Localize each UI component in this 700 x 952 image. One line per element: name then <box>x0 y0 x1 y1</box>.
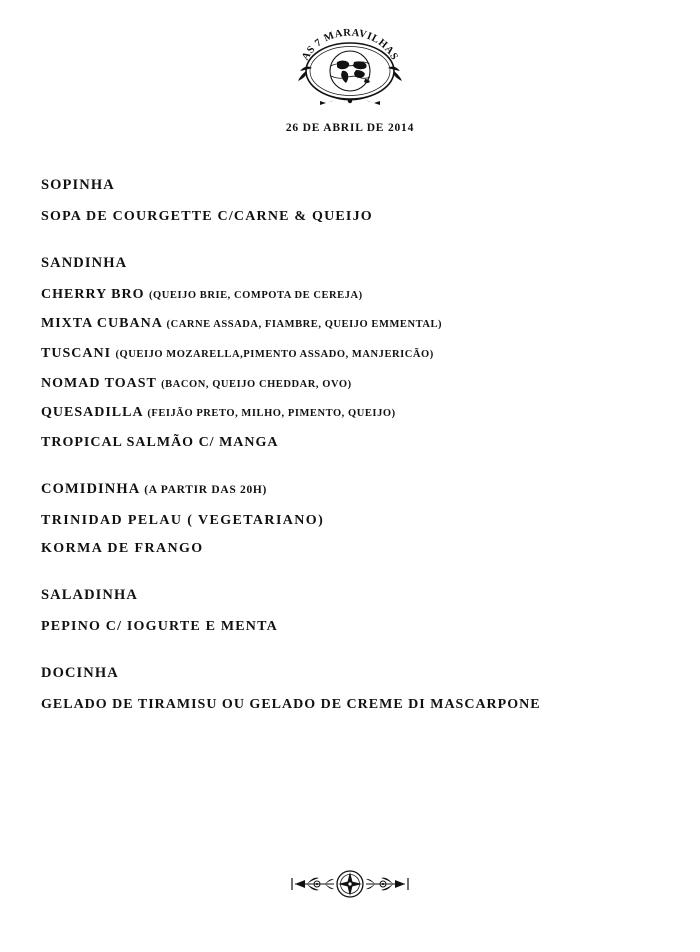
logo <box>0 8 700 118</box>
section-title-sandinha <box>41 256 660 272</box>
menu-section-comidinha <box>41 482 660 560</box>
section-items-saladinha <box>41 616 660 638</box>
menu-item <box>41 373 660 395</box>
menu-item-name: KORMA DE FRANGO <box>41 541 204 557</box>
section-title-note: (A PARTIR DAS 20H) <box>144 483 268 496</box>
menu-item <box>41 206 660 228</box>
menu-item <box>41 313 660 335</box>
menu-item-name: GELADO DE TIRAMISU OU GELADO DE CREME DI MASCARPONE <box>41 696 541 712</box>
menu-section-sopinha <box>41 178 660 228</box>
menu-section-saladinha <box>41 588 660 638</box>
menu-item-name: TROPICAL SALMÃO C/ MANGA <box>41 435 279 450</box>
menu-section-sandinha <box>41 256 660 454</box>
menu-item-desc: (QUEIJO BRIE, COMPOTA DE CEREJA) <box>149 289 363 301</box>
menu-item <box>41 284 660 306</box>
menu-item <box>41 432 660 454</box>
menu-item <box>41 694 660 716</box>
section-title-text: SANDINHA <box>41 254 128 271</box>
section-title-text: SALADINHA <box>41 587 138 603</box>
menu-item-name: QUESADILLA <box>41 405 143 421</box>
menu-item-name: SOPA DE COURGETTE C/CARNE & QUEIJO <box>41 208 373 224</box>
section-items-sandinha <box>41 284 660 454</box>
section-title-text: COMIDINHA <box>41 480 140 497</box>
menu-item <box>41 510 660 532</box>
menu-item <box>41 538 660 560</box>
section-items-sopinha <box>41 206 660 228</box>
menu-item-name: NOMAD TOAST <box>41 375 157 391</box>
logo-emblem <box>290 8 410 118</box>
section-title-docinha <box>41 666 660 682</box>
menu-item-name: CHERRY BRO <box>41 286 145 302</box>
section-title-sopinha <box>41 178 660 194</box>
menu-item-desc: (FEIJÃO PRETO, MILHO, PIMENTO, QUEIJO) <box>147 408 396 420</box>
menu-content <box>41 178 660 715</box>
menu-item-desc: (CARNE ASSADA, FIAMBRE, QUEIJO EMMENTAL) <box>166 319 443 331</box>
menu-item <box>41 402 660 424</box>
menu-item <box>41 616 660 638</box>
section-items-comidinha <box>41 510 660 560</box>
menu-item <box>41 343 660 365</box>
menu-item-desc: (BACON, QUEIJO CHEDDAR, OVO) <box>161 378 352 390</box>
menu-date: 26 DE ABRIL DE 2014 <box>285 122 415 134</box>
menu-item-name: MIXTA CUBANA <box>41 316 163 332</box>
menu-item-name: TUSCANI <box>41 345 112 361</box>
section-items-docinha <box>41 694 660 716</box>
section-title-text: DOCINHA <box>41 664 119 681</box>
svg-text:AS 7 MARAVILHAS: AS 7 MARAVILHAS <box>300 27 400 63</box>
compass-rose-divider-icon <box>245 864 455 904</box>
section-title-comidinha <box>41 482 660 498</box>
footer-ornament <box>0 864 700 904</box>
menu-section-docinha <box>41 666 660 716</box>
section-title-saladinha <box>41 588 660 604</box>
menu-item-desc: (QUEIJO MOZARELLA,PIMENTO ASSADO, MANJERICÃO) <box>115 348 434 360</box>
menu-item-name: TRINIDAD PELAU ( VEGETARIANO) <box>41 512 325 528</box>
section-title-text: SOPINHA <box>41 177 115 193</box>
menu-item-name: PEPINO C/ IOGURTE E MENTA <box>41 618 278 634</box>
